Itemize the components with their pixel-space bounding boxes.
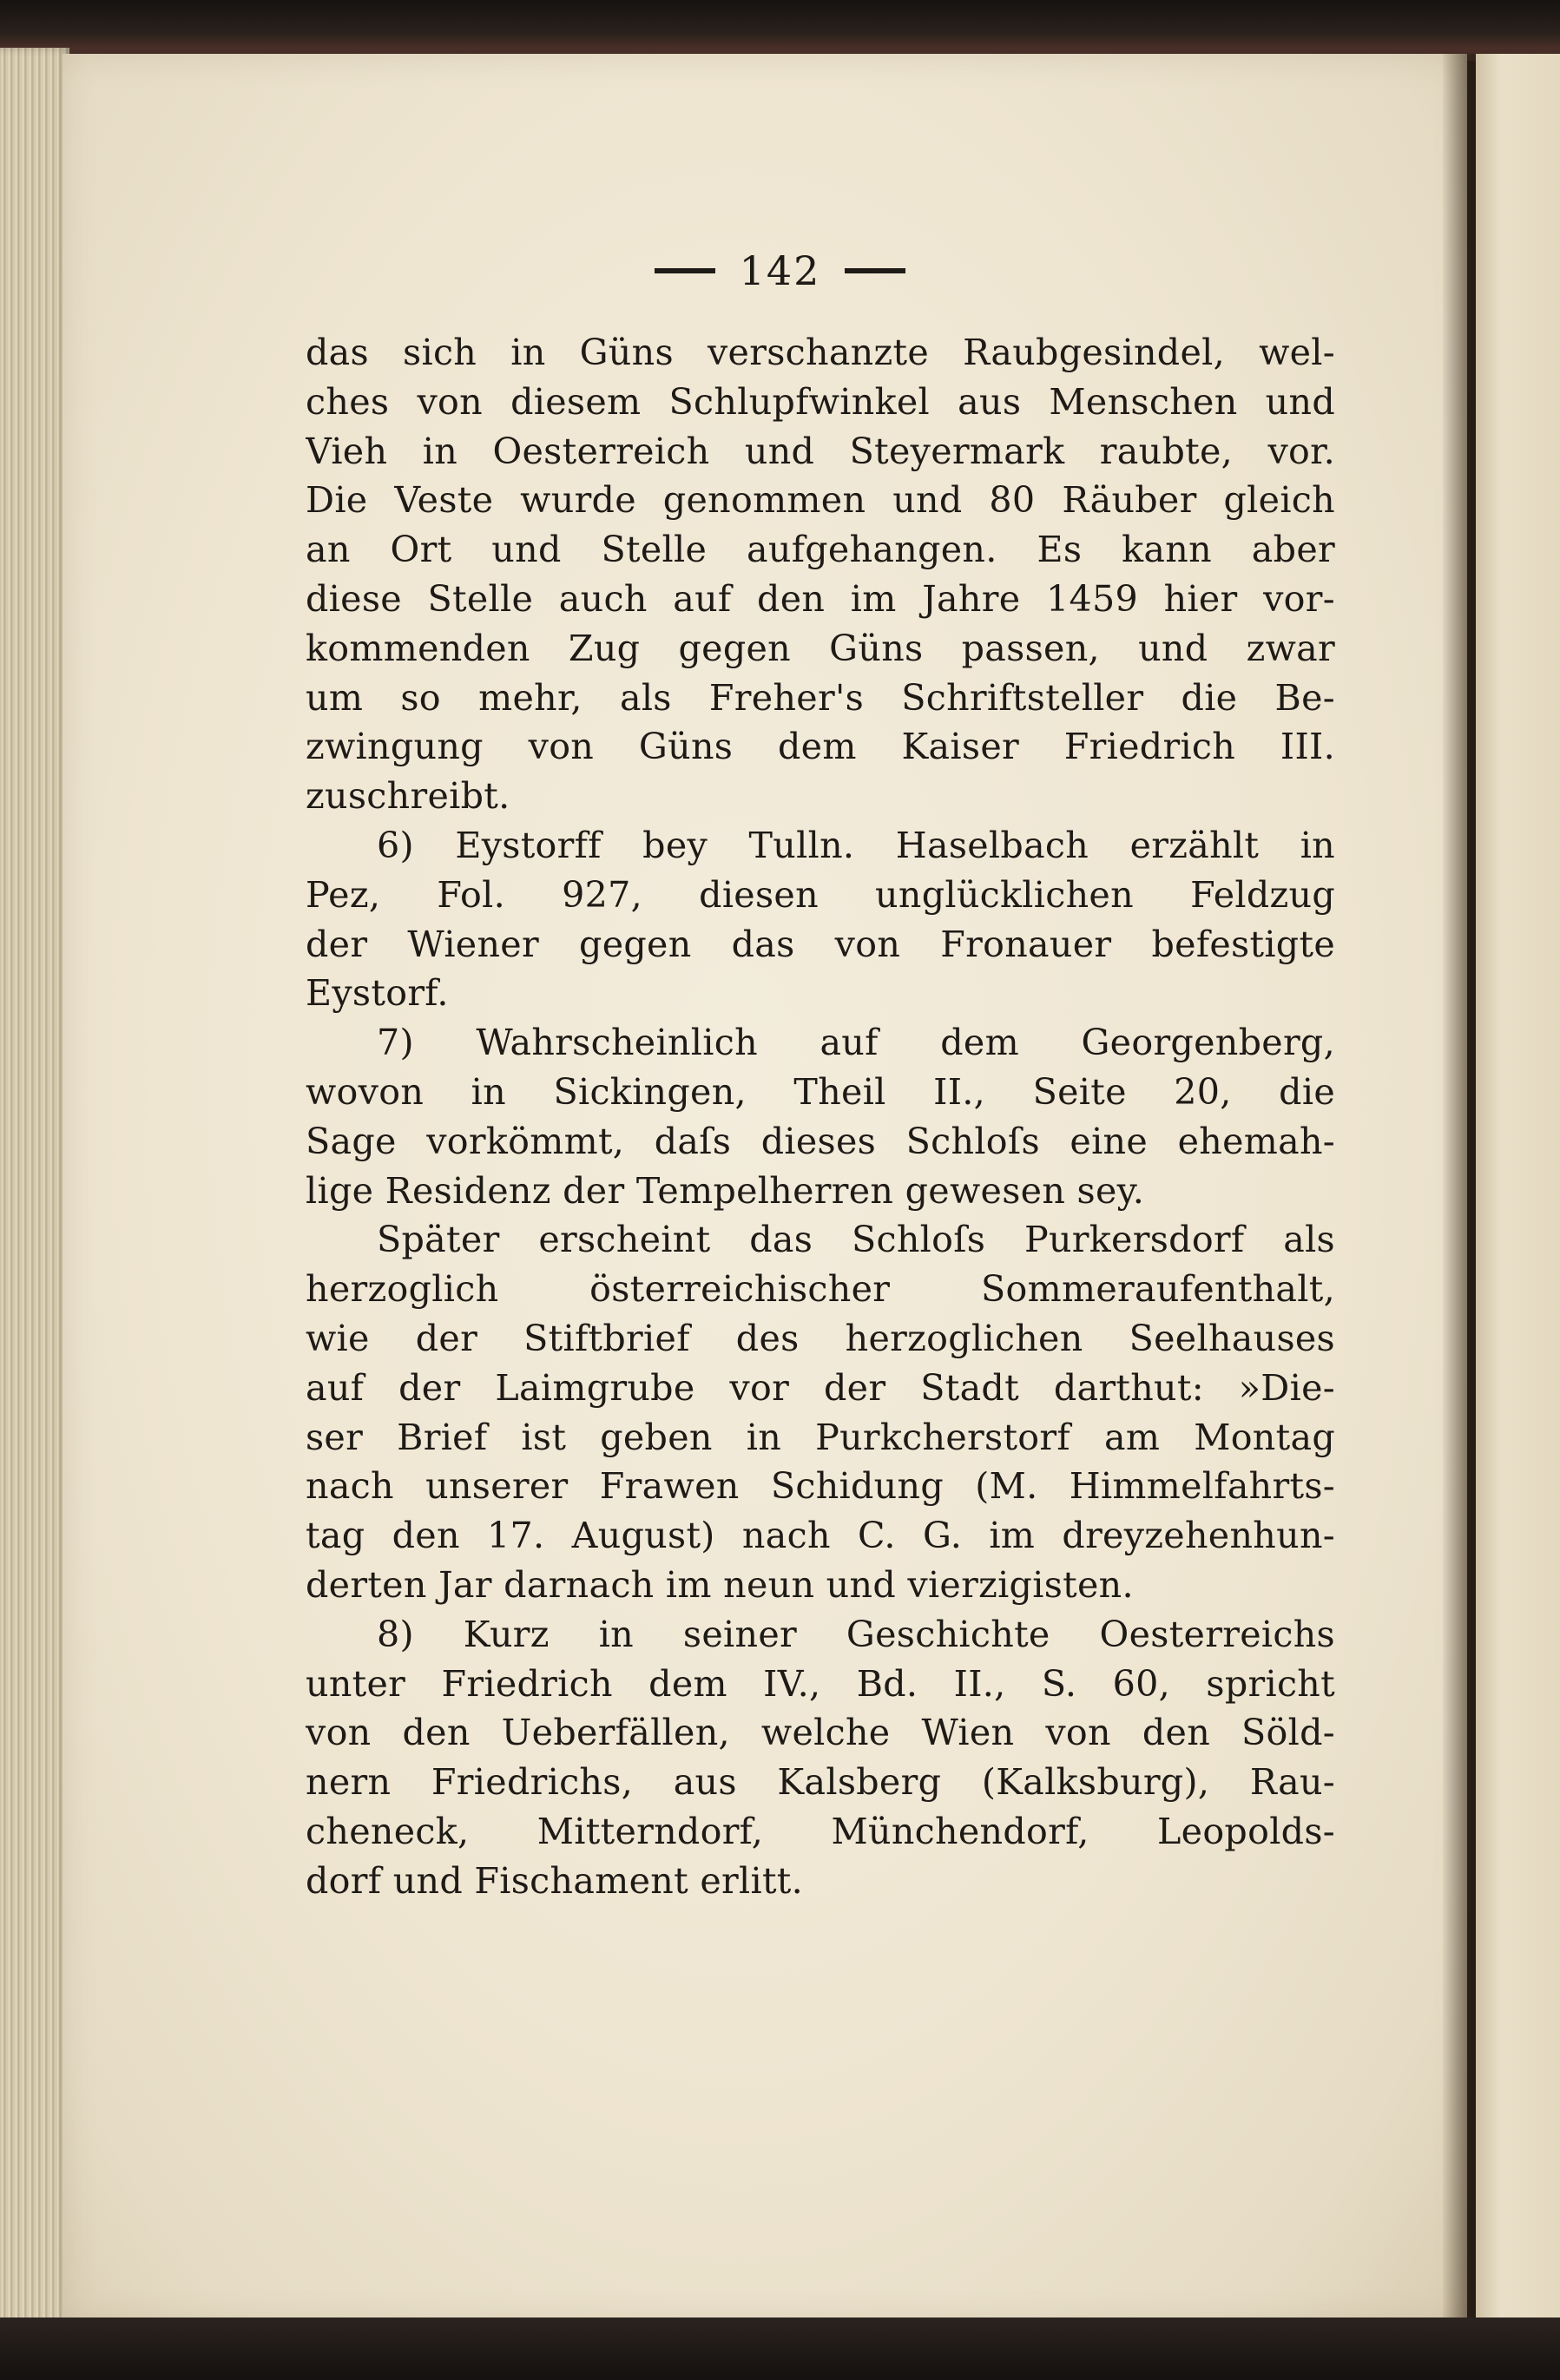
text-line: auf der Laimgrube vor der Stadt darthut: »Die- [306,1366,1335,1409]
text-line: ser Brief ist geben in Purkcherstorf am Montag [306,1416,1335,1458]
book-cover-top-edge [0,0,1560,61]
text-line: dorf und Fischament erlitt. [306,1859,804,1902]
text-line: unter Friedrich dem IV., Bd. II., S. 60, spricht [306,1662,1335,1705]
text-line: nern Friedrichs, aus Kalsberg (Kalksburg), Rau- [306,1761,1335,1804]
text-line: an Ort und Stelle aufgehangen. Es kann aber [306,529,1335,571]
book-cover-bottom-edge [0,2318,1560,2380]
text-line: kommenden Zug gegen Güns passen, und zwar [306,627,1335,669]
facing-page-edge [1476,54,1560,2324]
text-line: wovon in Sickingen, Theil II., Seite 20, die [306,1070,1335,1113]
footnote-8-start: 8) Kurz in seiner Geschichte Oesterreichs [377,1613,1335,1655]
page-gutter-shadow [1443,54,1478,2324]
page-number: 142 [739,247,821,294]
paragraph-start: Später erscheint das Schloſs Purkersdorf als [377,1219,1335,1261]
text-line: von den Ueberfällen, welche Wien von den Söld- [306,1712,1335,1754]
text-line: wie der Stiftbrief des herzoglichen Seelhauses [306,1317,1335,1359]
text-line: Pez, Fol. 927, diesen unglücklichen Feldzug [306,873,1335,916]
text-line: herzoglich österreichischer Sommeraufenthalt, [306,1268,1335,1311]
text-line: ches von diesem Schlupfwinkel aus Menschen und [306,380,1335,423]
text-line: lige Residenz der Tempelherren gewesen sey. [306,1169,1145,1212]
text-line: cheneck, Mitterndorf, Münchendorf, Leopolds- [306,1810,1335,1852]
text-line: tag den 17. August) nach C. G. im dreyzehenhun- [306,1515,1335,1557]
text-line: Eystorf. [306,972,449,1015]
text-line: diese Stelle auch auf den im Jahre 1459 hier vor- [306,577,1335,620]
page-header [0,247,1560,294]
text-line: Sage vorkömmt, daſs dieses Schloſs eine ehemah- [306,1120,1335,1162]
text-line: Die Veste wurde genommen und 80 Räuber gleich [306,479,1335,522]
body-text [306,328,1335,1906]
text-line: Vieh in Oesterreich und Steyermark raubte, vor. [306,430,1335,472]
text-line: zwingung von Güns dem Kaiser Friedrich III. [306,726,1335,768]
text-line: der Wiener gegen das von Fronauer befestigte [306,923,1335,965]
text-line: nach unserer Frawen Schidung (M. Himmelfahrts- [306,1465,1335,1508]
footnote-7-start: 7) Wahrscheinlich auf dem Georgenberg, [377,1022,1335,1064]
footnote-6-start: 6) Eystorff bey Tulln. Haselbach erzählt in [377,824,1335,866]
header-dash-right [845,268,905,273]
text-line: das sich in Güns verschanzte Raubgesindel, wel- [306,332,1335,373]
text-line: derten Jar darnach im neun und vierzigisten. [306,1563,1134,1606]
page-edge-stack [0,48,69,2326]
text-line: um so mehr, als Freher's Schriftsteller die Be- [306,676,1335,719]
text-line: zuschreibt. [306,775,510,818]
header-dash-left [655,268,715,273]
